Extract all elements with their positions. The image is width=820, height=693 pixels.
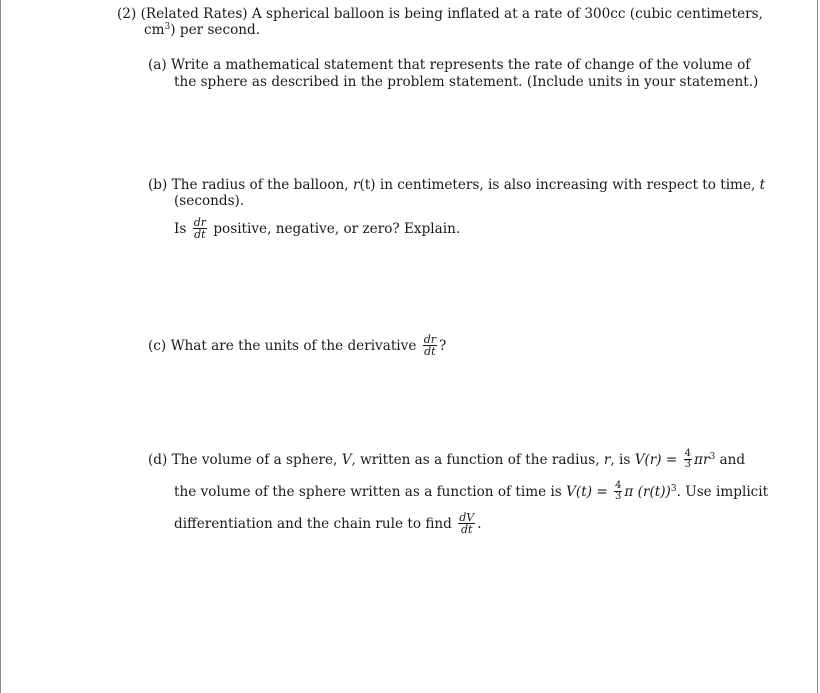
unit-cm: cm xyxy=(144,22,165,38)
part-c-label: (c) xyxy=(148,338,167,354)
frac-denominator: dt xyxy=(424,345,436,358)
problem-intro-line2 xyxy=(144,22,260,39)
part-b-line3 xyxy=(174,218,460,241)
problem-number: (2) xyxy=(117,6,137,22)
part-b-line1 xyxy=(148,177,765,194)
part-d-line2 xyxy=(174,482,768,503)
problem-intro-text: (Related Rates) A spherical balloon is being inflated at a rate of 300cc (cubic centimeters, xyxy=(140,6,763,22)
problem-intro-line1 xyxy=(117,6,763,23)
formula1-exp: 3 xyxy=(709,452,716,462)
part-d-text2: the volume of the sphere written as a function of time is xyxy=(174,484,562,500)
part-d-label: (d) xyxy=(148,452,168,468)
part-c-end: ? xyxy=(439,338,447,354)
part-a-label: (a) xyxy=(148,57,167,73)
part-b-text2: (seconds). xyxy=(174,193,245,209)
frac-numerator: dr xyxy=(193,216,206,229)
dr-dt-fraction xyxy=(423,334,437,357)
part-d-text3: differentiation and the chain rule to find xyxy=(174,516,452,532)
frac-denominator: dt xyxy=(460,523,473,536)
part-b-arg: (t) xyxy=(359,177,376,193)
unit-exponent: 3 xyxy=(164,22,171,32)
dr-dt-fraction xyxy=(193,217,207,240)
formula2-exp: 3 xyxy=(670,484,677,494)
formula2-rhs: π (r(t)) xyxy=(624,484,671,500)
part-b-line2 xyxy=(174,193,244,210)
part-d-text-start: The volume of a sphere, xyxy=(171,452,338,468)
part-a-text1: Write a mathematical statement that represents the rate of change of the volume of xyxy=(171,57,751,73)
part-b-text3: positive, negative, or zero? Explain. xyxy=(213,221,461,237)
intro-rest: ) per second. xyxy=(170,22,261,38)
formula1-lhs: V(r) = xyxy=(634,452,678,468)
formula1-rhs: πr xyxy=(694,452,710,468)
part-b-text-mid: in centimeters, is also increasing with respect to time, xyxy=(379,177,756,193)
var-V: V xyxy=(341,452,352,468)
part-b-var: t xyxy=(759,177,766,193)
frac-numerator: dV xyxy=(459,511,475,524)
part-a-line1 xyxy=(148,57,750,74)
formula2-lhs: V(t) = xyxy=(566,484,608,500)
part-c-text: What are the units of the derivative xyxy=(170,338,417,354)
four-thirds-fraction: $\frac{4}{3}$ xyxy=(615,480,622,502)
part-d-end: . xyxy=(477,516,482,532)
part-d-line3 xyxy=(174,513,482,536)
part-b-label: (b) xyxy=(148,177,168,193)
part-b-func: r xyxy=(352,177,360,193)
part-a-text2: the sphere as described in the problem statement. (Include units in your statement.) xyxy=(174,74,759,90)
part-b-text-start: The radius of the balloon, xyxy=(171,177,349,193)
frac-numerator: dr xyxy=(423,333,437,346)
var-r: r xyxy=(603,452,611,468)
dV-dt-fraction xyxy=(458,512,475,535)
frac-denominator: dt xyxy=(194,228,206,241)
four-thirds-fraction: $\frac{4}{3}$ xyxy=(684,448,692,470)
part-d-and: and xyxy=(719,452,746,468)
part-d-text-mid: , written as a function of the radius, xyxy=(351,452,600,468)
part-c-line xyxy=(148,335,446,358)
part-b-is: Is xyxy=(174,221,187,237)
part-d-line1 xyxy=(148,450,745,471)
part-a-line2 xyxy=(174,74,758,91)
part-d-is: , is xyxy=(610,452,631,468)
part-d-text2-end: . Use implicit xyxy=(676,484,769,500)
